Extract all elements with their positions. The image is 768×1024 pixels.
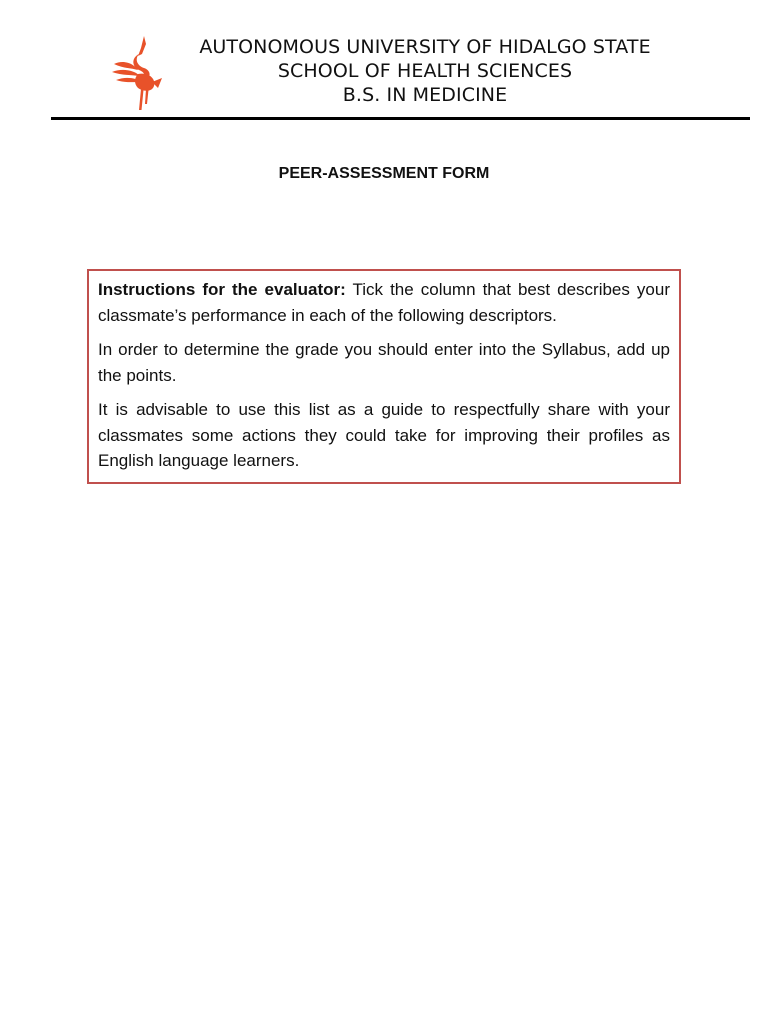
instructions-paragraph-1 xyxy=(98,277,670,328)
school-name: SCHOOL OF HEALTH SCIENCES xyxy=(277,60,573,82)
crane-bird-logo-icon xyxy=(108,34,166,112)
instructions-paragraph-2: In order to determine the grade you should enter into the Syllabus, add up the points. xyxy=(98,340,670,385)
instructions-box xyxy=(87,269,681,484)
instructions-text: Tick the column that best describes your classmate’s performance in each of the following descriptors. xyxy=(98,280,670,325)
university-name: AUTONOMOUS UNIVERSITY OF HIDALGO STATE xyxy=(199,36,651,58)
header-divider xyxy=(51,117,750,120)
document-header xyxy=(0,0,768,120)
document-title: PEER-ASSESSMENT FORM xyxy=(278,165,490,182)
institution-heading xyxy=(160,35,690,107)
program-name: B.S. IN MEDICINE xyxy=(342,84,508,106)
instructions-paragraph-3: It is advisable to use this list as a guide to respectfully share with your classmates some actions they could take for improving their profiles as English language learners. xyxy=(98,400,670,470)
instructions-lead: Instructions for the evaluator: xyxy=(98,280,346,299)
